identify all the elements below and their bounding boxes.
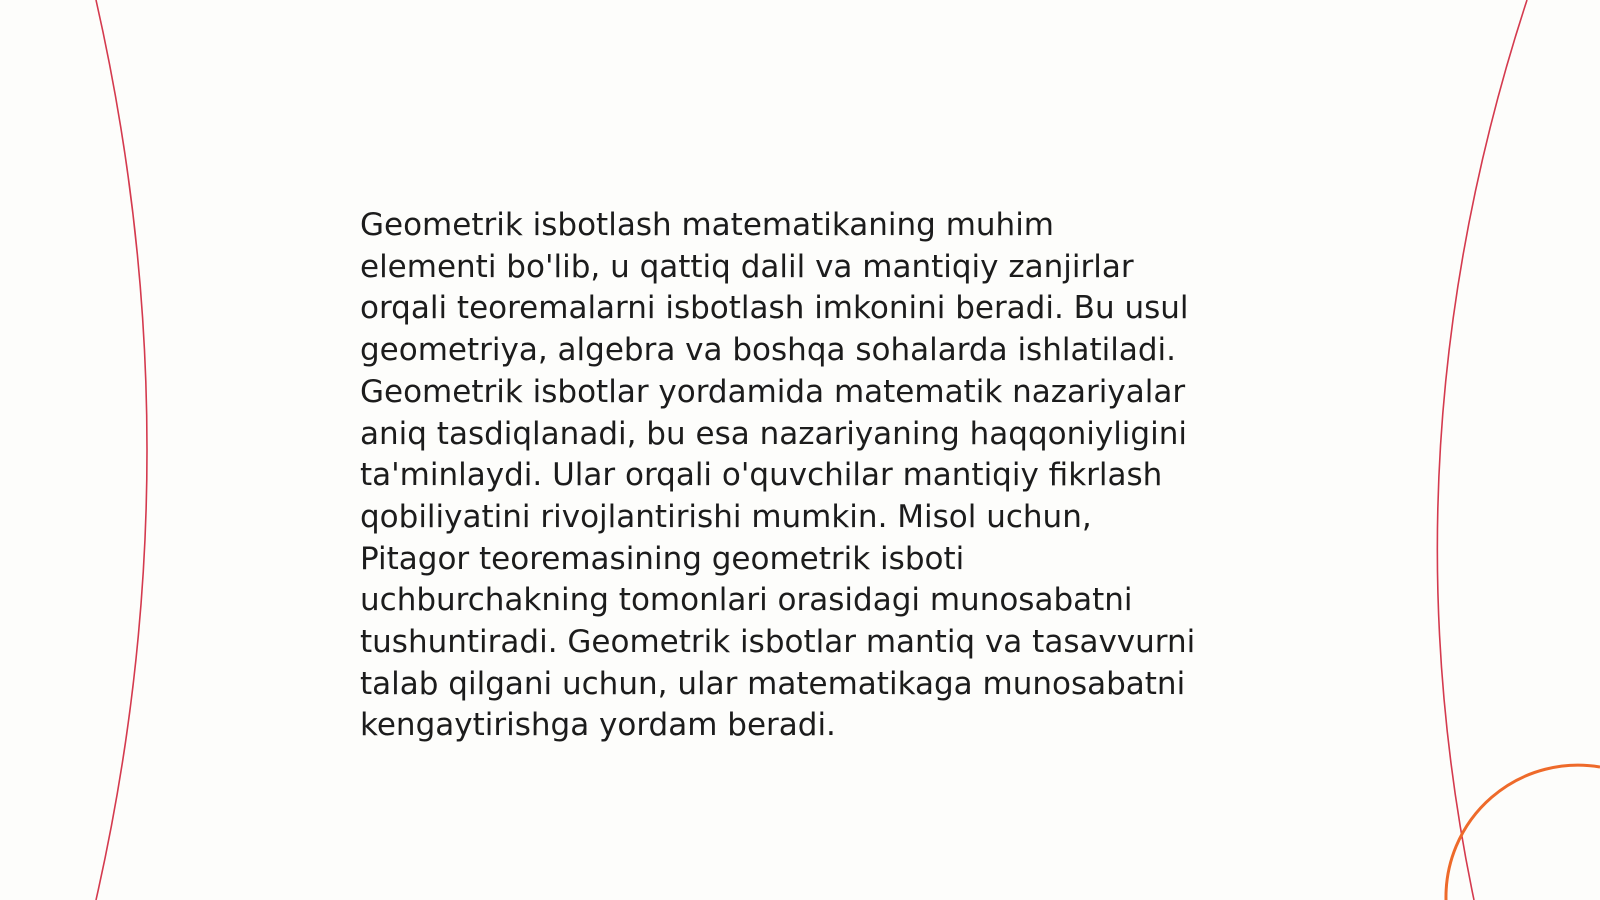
right-arc-line [1437,0,1527,900]
text-line: qobiliyatini rivojlantirishi mumkin. Misol uchun, [360,498,1092,535]
text-line: Geometrik isbotlash matematikaning muhim [360,207,1055,243]
left-arc-line [96,0,147,900]
body-paragraph [360,205,1260,747]
text-line: geometriya, algebra va boshqa sohalarda ishlatiladi. [360,332,1176,369]
orange-circle-arc [1446,765,1600,900]
text-line: elementi bo'lib, u qattiq dalil va mantiqiy zanjirlar [360,248,1134,285]
text-line: aniq tasdiqlanadi, bu esa nazariyaning haqqoniyligini [360,415,1187,452]
text-line: Pitagor teoremasining geometrik isboti [360,540,965,577]
text-line: Geometrik isbotlar yordamida matematik nazariyalar [360,373,1186,410]
text-line: ta'minlaydi. Ular orqali o'quvchilar mantiqiy fikrlash [360,457,1163,494]
text-line: orqali teoremalarni isbotlash imkonini beradi. Bu usul [360,290,1189,327]
text-line: talab qilgani uchun, ular matematikaga munosabatni [360,665,1186,702]
text-line: kengaytirishga yordam beradi. [360,707,836,744]
text-line: uchburchakning tomonlari orasidagi munosabatni [360,582,1133,619]
text-line: tushuntiradi. Geometrik isbotlar mantiq va tasavvurni [360,624,1196,661]
